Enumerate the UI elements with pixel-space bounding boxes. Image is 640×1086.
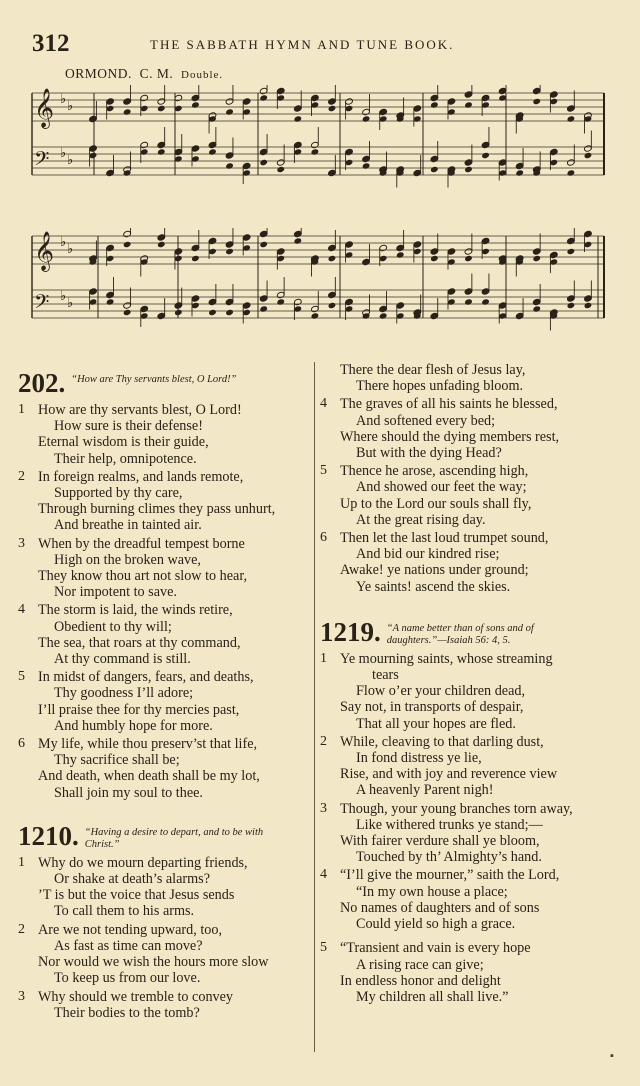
- hymn-line: And bid our kindred rise;: [356, 546, 500, 563]
- right-column: [320, 362, 610, 1007]
- note-head: [259, 159, 268, 166]
- note-head: [311, 148, 320, 155]
- hymn-line: As fast as time can move?: [54, 937, 203, 954]
- hymn-line: Or shake at death’s alarms?: [54, 871, 210, 888]
- verse-number: 4: [320, 396, 327, 412]
- note-head: [191, 255, 200, 262]
- hymn-line: Are we not tending upward, too,: [38, 921, 223, 938]
- hymn-line: “Transient and vain is every hope: [340, 940, 531, 957]
- note-head: [464, 101, 473, 108]
- hymn-line: Could yield so high a grace.: [356, 916, 516, 933]
- stanza: [320, 801, 610, 866]
- hymn-heading: [320, 617, 610, 647]
- tune-meter-note: Double.: [181, 69, 224, 81]
- stanza: [320, 867, 610, 932]
- hymn-line: Their bodies to the tomb?: [54, 1004, 200, 1021]
- hymn-line: And softened every bed;: [356, 412, 496, 429]
- stanza: [18, 402, 308, 467]
- note-head: [584, 302, 593, 309]
- note-head: [106, 298, 115, 305]
- verse-number: 3: [18, 535, 25, 551]
- verse-number: 2: [320, 733, 327, 749]
- hymn-line: Up to the Lord our souls shall fly,: [340, 495, 532, 512]
- hymn-number: 1210.: [18, 820, 79, 851]
- hymn-title: “How are Thy servants blest, O Lord!”: [71, 374, 237, 385]
- hymn-line: Nor would we wish the hours more slow: [38, 954, 269, 971]
- hymn-line: That all your hopes are fled.: [356, 715, 516, 732]
- hymn-line: How sure is their defense!: [54, 418, 203, 435]
- verse-number: 3: [18, 988, 25, 1004]
- hymn-line: “In my own house a place;: [356, 883, 508, 900]
- hymn-line: Though, your young branches torn away,: [340, 800, 573, 817]
- flat-sign: ♭: [60, 91, 67, 106]
- hymn-line: I’ll praise thee for thy mercies past,: [38, 701, 240, 718]
- verse-number: 6: [320, 530, 327, 546]
- flat-sign: ♭: [67, 152, 74, 167]
- tune-meter: C. M.: [139, 66, 174, 81]
- hymn-line: Thy goodness I’ll adore;: [54, 685, 194, 702]
- page-header: [32, 30, 612, 60]
- bass-clef: 𝄢: [34, 292, 50, 318]
- treble-clef: 𝄞: [34, 90, 55, 127]
- hymn-line: Through burning climes they pass unhurt,: [38, 501, 276, 518]
- hymn-line: Then let the last loud trumpet sound,: [340, 530, 549, 547]
- note-head: [430, 101, 439, 108]
- music-system-1: [28, 85, 608, 195]
- note-head: [259, 241, 268, 248]
- hymn-line: And showed our feet the way;: [356, 479, 527, 496]
- note-head: [567, 248, 576, 255]
- note-head: [123, 309, 132, 316]
- note-head: [294, 237, 303, 244]
- hymn-line: There hopes unfading bloom.: [356, 378, 524, 395]
- note-head: [276, 298, 285, 305]
- hymn-line: A heavenly Parent nigh!: [356, 782, 494, 799]
- note-head: [225, 108, 234, 115]
- hymn-line: While, cleaving to that darling dust,: [340, 733, 544, 750]
- flat-sign: ♭: [60, 234, 67, 249]
- flat-sign: ♭: [60, 288, 67, 303]
- note-head: [225, 248, 234, 255]
- note-head: [225, 162, 234, 169]
- stanza: [18, 736, 308, 801]
- hymn-line: In fond distress ye lie,: [356, 750, 482, 767]
- hymn-line: Like withered trunks ye stand;—: [356, 816, 543, 833]
- stanza: [320, 530, 610, 595]
- verse-number: 4: [320, 867, 327, 883]
- hymn-line: Why should we tremble to convey: [38, 988, 234, 1005]
- verse-number: 5: [320, 463, 327, 479]
- hymn-line: Ye saints! ascend the skies.: [356, 578, 511, 595]
- hymn-line: Touched by th’ Almighty’s hand.: [356, 849, 542, 866]
- note-head: [362, 115, 371, 122]
- hymn-line: Supported by thy care,: [54, 485, 183, 502]
- note-head: [311, 312, 320, 319]
- spacer: [18, 803, 308, 815]
- hymn-line: Why do we mourn departing friends,: [38, 854, 248, 871]
- tune-name: ORMOND.: [65, 66, 132, 81]
- stanza: [320, 362, 610, 394]
- note-head: [430, 255, 439, 262]
- note-head: [567, 302, 576, 309]
- note-head: [191, 101, 200, 108]
- hymn-line: Shall join my soul to thee.: [54, 784, 203, 801]
- note-head: [532, 98, 541, 105]
- hymn-line: At the great rising day.: [356, 511, 486, 528]
- stanza: [18, 602, 308, 667]
- treble-clef: 𝄞: [34, 233, 55, 270]
- hymn-line: “I’ll give the mourner,” saith the Lord,: [340, 867, 560, 884]
- hymn-line: ’T is but the voice that Jesus sends: [38, 887, 235, 904]
- note-head: [259, 94, 268, 101]
- hymn-line: When by the dreadful tempest borne: [38, 535, 245, 552]
- hymn-line: My children all shall live.”: [356, 988, 509, 1005]
- hymn-line: A rising race can give;: [356, 956, 484, 973]
- note-head: [584, 152, 593, 159]
- stanza: [18, 989, 308, 1021]
- note-head: [328, 302, 337, 309]
- note-head: [379, 312, 388, 319]
- note-head: [532, 255, 541, 262]
- stanza: [18, 855, 308, 920]
- hymn-line: In midst of dangers, fears, and deaths,: [38, 669, 254, 686]
- note-head: [481, 152, 490, 159]
- note-head: [123, 108, 132, 115]
- hymn-line: To keep us from our love.: [54, 970, 201, 987]
- hymn-line: There the dear flesh of Jesus lay,: [340, 362, 526, 378]
- hymn-line: At thy command is still.: [54, 651, 191, 668]
- hymn-line: tears: [372, 667, 399, 684]
- note-head: [328, 105, 337, 112]
- note-head: [481, 298, 490, 305]
- hymn-line: Flow o’er your children dead,: [356, 683, 526, 700]
- music-system-2: [28, 228, 608, 338]
- verse-number: 1: [18, 854, 25, 870]
- hymn-line: In endless honor and delight: [340, 972, 501, 989]
- hymn-line: In foreign realms, and lands remote,: [38, 468, 244, 485]
- hymn-title: “A name better than of sons and of daughters.”—Isaiah 56: 4, 5.: [386, 622, 534, 646]
- hymn-line: The sea, that roars at thy command,: [38, 634, 241, 651]
- note-head: [362, 162, 371, 169]
- hymn-line: Eternal wisdom is their guide,: [38, 434, 209, 451]
- running-title: THE SABBATH HYMN AND TUNE BOOK.: [150, 37, 455, 52]
- hymn-line: No names of daughters and of sons: [340, 899, 540, 916]
- hymn-line: Where should the dying members rest,: [340, 428, 560, 445]
- stanza: [18, 536, 308, 601]
- hymn-line: Their help, omnipotence.: [54, 450, 197, 467]
- note-head: [208, 309, 217, 316]
- hymn-line: But with the dying Head?: [356, 445, 502, 462]
- hymn-line: Say not, in transports of despair,: [340, 699, 524, 716]
- stanza: [18, 922, 308, 987]
- verse-number: 6: [18, 736, 25, 752]
- hymn-line: They know thou art not slow to hear,: [38, 568, 248, 585]
- hymn-line: High on the broken wave,: [54, 551, 201, 568]
- hymn-heading: [18, 368, 308, 398]
- hymn-line: And breathe in tainted air.: [54, 517, 202, 534]
- note-head: [123, 241, 132, 248]
- tune-heading: [65, 66, 223, 82]
- spacer: [320, 597, 610, 611]
- stanza: [320, 940, 610, 1005]
- note-head: [259, 305, 268, 312]
- hymn-line: Awake! ye nations under ground;: [340, 562, 529, 579]
- verse-number: 5: [320, 940, 327, 956]
- verse-number: 1: [320, 650, 327, 666]
- note-head: [208, 148, 217, 155]
- verse-number: 5: [18, 669, 25, 685]
- flat-sign: ♭: [67, 295, 74, 310]
- hymn-line: My life, while thou preserv’st that life,: [38, 736, 258, 753]
- note-head: [157, 241, 166, 248]
- hymn-line: Thence he arose, ascending high,: [340, 463, 529, 480]
- note-head: [328, 255, 337, 262]
- verse-number: 1: [18, 402, 25, 417]
- note-head: [157, 148, 166, 155]
- hymn-line: Obedient to thy will;: [54, 618, 172, 635]
- note-head: [464, 166, 473, 173]
- stanza: [18, 669, 308, 734]
- hymn-line: How are thy servants blest, O Lord!: [38, 402, 242, 418]
- verse-number: 4: [18, 602, 25, 618]
- hymn-heading: [18, 821, 308, 851]
- stanza: [320, 734, 610, 799]
- hymn-number: 202.: [18, 368, 66, 398]
- hymn-title: “Having a desire to depart, and to be with Christ.”: [84, 826, 264, 850]
- flat-sign: ♭: [67, 241, 74, 256]
- hymn-line: The storm is laid, the winds retire,: [38, 602, 233, 619]
- note-head: [515, 169, 524, 176]
- stanza: [18, 469, 308, 534]
- hymn-number: 1219.: [320, 616, 381, 647]
- note-head: [567, 115, 576, 122]
- stanza: [320, 463, 610, 528]
- hymn-line: To call them to his arms.: [54, 903, 195, 920]
- print-mark: ▪: [610, 1050, 614, 1062]
- stanza: [320, 651, 610, 732]
- left-column: [18, 362, 308, 1023]
- stanza: [320, 396, 610, 461]
- note-head: [532, 305, 541, 312]
- note-head: [225, 309, 234, 316]
- flat-sign: ♭: [60, 145, 67, 160]
- note-head: [396, 251, 405, 258]
- hymn-line: And death, when death shall be my lot,: [38, 768, 260, 785]
- column-divider: [314, 362, 315, 1052]
- hymn-line: Thy sacrifice shall be;: [54, 752, 180, 769]
- verse-number: 3: [320, 800, 327, 816]
- note-head: [294, 115, 303, 122]
- hymn-line: Nor impotent to save.: [54, 584, 177, 601]
- note-head: [567, 169, 576, 176]
- note-head: [430, 166, 439, 173]
- hymn-line: With fairer verdure shall ye bloom,: [340, 833, 540, 850]
- hymn-line: Ye mourning saints, whose streaming: [340, 650, 553, 667]
- page-number: 312: [32, 30, 70, 57]
- note-head: [276, 166, 285, 173]
- note-head: [464, 255, 473, 262]
- note-head: [157, 105, 166, 112]
- hymn-line: And humbly hope for more.: [54, 717, 213, 734]
- hymn-line: Rise, and with joy and reverence view: [340, 766, 558, 783]
- note-head: [464, 298, 473, 305]
- bass-clef: 𝄢: [34, 149, 50, 175]
- verse-number: 2: [18, 468, 25, 484]
- flat-sign: ♭: [67, 98, 74, 113]
- hymn-line: The graves of all his saints he blessed,: [340, 396, 558, 413]
- verse-number: 2: [18, 921, 25, 937]
